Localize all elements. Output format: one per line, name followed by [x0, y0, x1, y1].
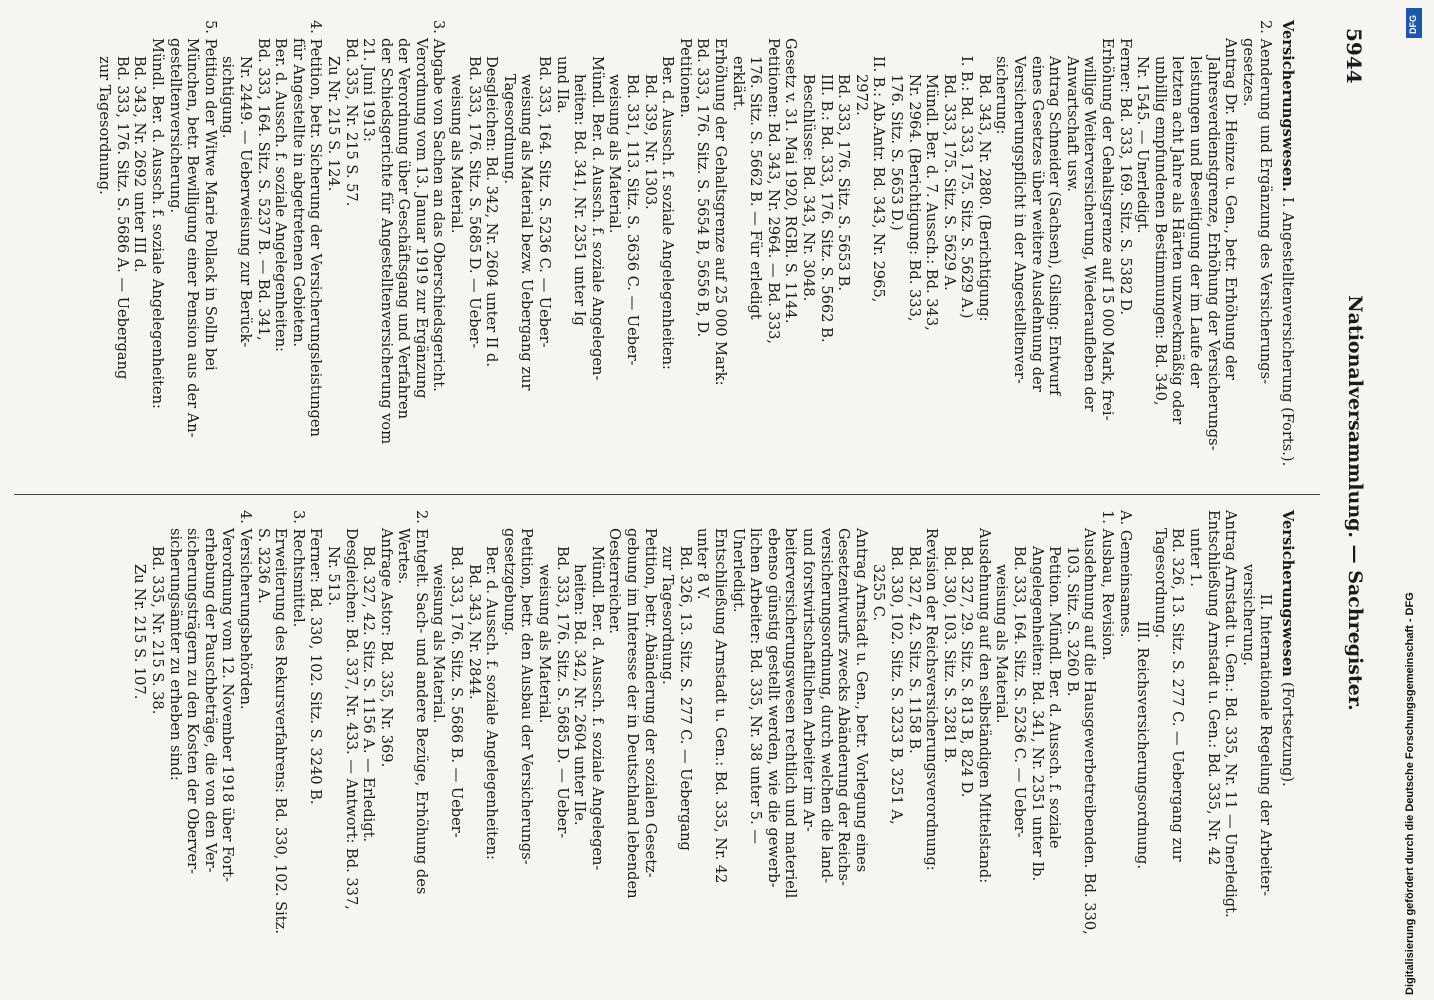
index-entry-line: sicherung: — [993, 56, 1011, 135]
index-entry-line: Anfrage Astor: Bd. 335, Nr. 369. — [377, 528, 395, 768]
index-entry-line: Petition. Mündl. Ber. d. Aussch. f. soziale — [1046, 546, 1064, 849]
index-entry-line: III. Reichsversicherungsordnung. — [1134, 620, 1152, 870]
index-entry-line: Bd. 333, 176. Sitz. S. 5653 B. — [835, 74, 853, 292]
index-entry-line: Antrag Arnstadt u. Gen., betr. Vorlegung eines — [852, 528, 870, 873]
page-header — [1326, 28, 1366, 978]
index-entry-line: willige Weiterversicherung, Wiederaufleben der — [1081, 56, 1099, 412]
index-entry-line: Bd. 333, 175. Sitz. S. 5629 A. — [940, 74, 958, 291]
index-entry-line: zur Tagesordnung. — [96, 56, 114, 195]
index-entry-line: Beschlüsse: Bd. 343, Nr. 3048. — [799, 74, 817, 302]
index-entry-line: versicherungsordnung, durch welchen die land- — [817, 528, 835, 884]
index-entry-line: Petition, betr. Abänderung der sozialen Gesetz- — [641, 528, 659, 878]
index-entry-line: heiten: Bd. 341, Nr. 2351 unter Ig — [571, 74, 589, 326]
index-entry-line: für Angestellte in abgetretenen Gebieten. — [289, 38, 307, 348]
index-entry-line: gesetzes. — [1239, 38, 1257, 107]
index-entry-line: Erhöhung der Gehaltsgrenze auf 25 000 Mark: — [712, 38, 729, 386]
index-entry-line: Unerledigt. — [729, 528, 747, 613]
index-entry-line: Gesetz v. 31. Mai 1920, RGBl. S. 1144. — [782, 38, 800, 324]
index-entry-line: weisung als Material. — [448, 74, 466, 234]
index-entry-line: Bd. 333, 176. Sitz. S. 5654 B, 5656 B, D. — [694, 38, 712, 338]
index-entry-line: Antrag Dr. Heinze u. Gen., betr. Erhöhung der — [1222, 38, 1240, 380]
index-entry-line: Ber. d. Aussch. f. soziale Angelegenheiten: — [659, 56, 677, 370]
index-entry-line: II. B.: Ab.Antr. Bd. 343, Nr. 2965, — [870, 56, 888, 303]
index-entry-line: Mündl. Ber. d. Aussch. f. soziale Angelegen- — [588, 546, 606, 871]
index-entry-line: II. Internationale Regelung der Arbeiter- — [1257, 593, 1275, 897]
index-entry-line: Oesterreicher. — [606, 528, 624, 635]
right-entry-list — [131, 510, 1275, 980]
page-number: 5944 — [1342, 28, 1366, 84]
index-entry-line: unter 1. — [1187, 528, 1205, 587]
index-entry-line: erhebung der Pauschbeträge, die von den Ver- — [201, 528, 219, 873]
index-entry-line: weisung als Material. — [993, 564, 1011, 724]
index-entry-line: weisung als Material. — [606, 74, 624, 234]
index-entry-line: der Verordnung über Geschäftsgang und Verfahren — [395, 38, 413, 420]
left-heading-sub: I. Angestelltenversicherung (Forts.). — [1279, 196, 1296, 467]
index-entry-line: Revision der Reichsversicherungsverordnung: — [923, 528, 941, 871]
index-entry-line: Bd. 333, 164. Sitz. S. 5236 C. — Ueber- — [1011, 546, 1029, 838]
index-entry-line: 2. Entgelt. Sach- und andere Bezüge, Erhöhung des — [412, 510, 430, 895]
dfg-badge-text: DFG — [1408, 15, 1418, 34]
index-entry-line: Bd. 330, 102. Sitz. S. 3233 B, 3251 A, — [887, 546, 905, 825]
index-entry-line: Entschließung Arnstadt u. Gen.: Bd. 335, Nr. 42 — [712, 528, 729, 884]
index-entry-line: 3. Rechtsmittel. — [289, 510, 307, 628]
digitisation-strip — [1394, 0, 1434, 1000]
index-entry-line: III. B.: Bd. 333, 176. Sitz. S. 5662 B. — [817, 74, 835, 343]
right-column-heading — [1278, 510, 1296, 980]
index-entry-line: weisung als Material. — [536, 564, 554, 724]
index-entry-line: Bd. 331, 113. Sitz. S. 3636 C. — Ueber- — [624, 74, 642, 366]
index-entry-line: Mündl. Ber. d. 7. Aussch.: Bd. 343, — [923, 74, 941, 331]
index-entry-line: Ausdehnung auf den selbständigen Mittelstand: — [975, 528, 993, 884]
index-entry-line: heiten: Bd. 342, Nr. 2604 unter IIe. — [571, 564, 589, 826]
index-entry-line: Mündl. Ber. d. Aussch. f. soziale Angelegen- — [588, 56, 606, 381]
index-entry-line: Bd. 327, 29. Sitz. S. 813 B, 824 D. — [958, 546, 976, 798]
index-entry-line: zur Tagesordnung. — [659, 546, 677, 685]
index-entry-line: 4. Petition, betr. Sicherung der Versicherungsleistungen — [307, 20, 325, 437]
index-entry-line: Ferner: Bd. 330, 102. Sitz. S. 3240 B. — [307, 528, 325, 805]
index-entry-line: 103. Sitz. S. 3260 B. — [1063, 546, 1081, 697]
index-entry-line: Petition, betr. den Ausbau der Versicherungs- — [518, 528, 536, 865]
index-entry-line: Bd. 333, 164. Sitz. S. 5236 C. — Ueber- — [536, 56, 554, 348]
index-entry-line: 4. Versicherungsbehörden. — [236, 510, 254, 710]
index-entry-line: 21. Juni 1913: — [360, 38, 378, 142]
index-entry-line: 3255 C. — [870, 564, 888, 622]
index-entry-line: Wertes. — [395, 528, 413, 585]
index-entry-line: I. B.: Bd. 333, 175. Sitz. S. 5629 A.) — [958, 56, 976, 319]
index-entry-line: Antrag Arnstadt u. Gen.: Bd. 335, Nr. 11 — Unerledigt. — [1222, 510, 1240, 918]
index-entry-line: Nr. 1545. — Unerledigt. — [1134, 56, 1152, 234]
index-entry-line: Antrag Schneider (Sachsen), Gilsing: Entwurf — [1046, 56, 1064, 396]
index-entry-line: Mündl. Ber. d. Aussch. f. soziale Angelegenheiten: — [149, 38, 166, 409]
index-entry-line: Desgleichen: Bd. 337, Nr. 433. — Antwort: Bd. 337, — [342, 528, 360, 910]
index-entry-line: Anwartschaft usw. — [1063, 56, 1081, 192]
index-entry-line: weisung als Material. — [430, 564, 448, 724]
index-entry-line: Petitionen: Bd. 343, Nr. 2964. — Bd. 333, — [764, 38, 782, 345]
left-entry-list — [96, 20, 1275, 490]
running-title: Nationalversammlung. — Sachregister. — [1344, 295, 1366, 711]
index-entry-line: leistungen und Beseitigung der im Laufe der — [1187, 56, 1205, 388]
index-entry-line: Angelegenheiten: Bd. 341, Nr. 2351 unter Ib. — [1028, 546, 1046, 882]
index-entry-line: 2972. — [852, 74, 870, 116]
index-entry-line: versicherung. — [1239, 564, 1257, 666]
index-entry-line: Bd. 327, 42. Sitz. S. 1158 B. — [905, 546, 923, 754]
index-entry-line: Bd. 333, 176. Sitz. S. 5685 D. — Ueber- — [553, 546, 571, 839]
index-entry-line: unter 8 V. — [694, 528, 712, 600]
index-entry-line: gestelltenversicherung. — [166, 38, 184, 214]
index-entry-line: 1. Ausbau, Revision. — [1099, 510, 1117, 661]
index-entry-line: Bd. 343, Nr. 2692 unter III d. — [131, 56, 149, 273]
index-entry-line: Bd. 326, 13. Sitz. S. 277 C. — Uebergang zur — [1169, 528, 1187, 862]
index-entry-line: und IIa. — [553, 56, 571, 114]
index-entry-line: erklärt. — [729, 56, 747, 112]
index-entry-line: sicherungsämter zu erheben sind: — [166, 528, 184, 781]
index-entry-line: ebenso günstig gestellt werden, wie die gewerb- — [764, 528, 782, 888]
index-entry-line: Versicherungspflicht in der Angestelltenver- — [1011, 56, 1029, 384]
index-entry-line: Bd. 327, 42. Sitz. S. 1156 A. — Erledigt. — [360, 546, 378, 843]
index-entry-line: Tagesordnung. — [500, 74, 518, 185]
index-entry-line: Verordnung vom 13. Januar 1919 zur Ergänzung — [412, 38, 430, 399]
index-entry-line: Bd. 333, 176. Sitz. S. 5686 A. — Uebergang — [113, 56, 131, 380]
index-entry-line: 5. Petition der Witwe Marie Pollack in Solln bei — [201, 20, 219, 371]
index-entry-line: beiterversicherungswesen rechtlich und materiell — [782, 528, 800, 899]
index-entry-line: Bd. 335, Nr. 215 S. 57. — [342, 38, 360, 207]
index-entry-line: letzten acht Jahre als Härten unzweckmäßig oder — [1169, 56, 1187, 425]
index-entry-line: eines Gesetzes über weitere Ausdehnung der — [1028, 56, 1046, 392]
index-entry-line: Nr. 2449. — Ueberweisung zur Berück- — [236, 56, 254, 348]
index-entry-line: unbillig empfundenen Bestimmungen: Bd. 340, — [1151, 56, 1169, 406]
index-entry-line: Ferner: Bd. 333, 169. Sitz. S. 5382 D. — [1116, 38, 1134, 315]
index-entry-line: Gesetzentwurfs zwecks Abänderung der Reichs- — [835, 528, 853, 886]
index-entry-line: S. 3236 A. — [254, 528, 272, 604]
index-entry-line: Jahresverdienstgrenze, Erhöhung der Versicherungs- — [1204, 56, 1222, 451]
index-entry-line: Tagesordnung. — [1151, 528, 1169, 639]
index-entry-line: sicherungsträgern zu den Kosten der Oberver- — [184, 528, 202, 874]
index-entry-line: Ausdehnung auf die Hausgewerbetreibenden. Bd. 330, — [1081, 528, 1099, 935]
index-entry-line: 2. Aenderung und Ergänzung des Versicherungs- — [1257, 20, 1275, 385]
index-entry-line: Bd. 333, 176. Sitz. S. 5686 B. — Ueber- — [448, 546, 466, 838]
right-column — [20, 510, 1296, 980]
index-entry-line: Bd. 343, Nr. 2880. (Berichtigung: — [975, 74, 993, 322]
index-entry-line: München, betr. Bewilligung einer Pension aus der An- — [184, 38, 202, 438]
index-entry-line: lichen Arbeiter: Bd. 335, Nr. 38 unter 5. — — [747, 528, 765, 844]
index-entry-line: Petitionen. — [676, 38, 694, 118]
index-entry-line: Erhöhung der Gehaltsgrenze auf 15 000 Mark, frei- — [1099, 38, 1117, 421]
index-entry-line: A. Gemeinsames. — [1116, 510, 1134, 638]
index-entry-line: 176. Sitz. S. 5662 B. — Für erledigt — [747, 56, 765, 320]
index-entry-line: Desgleichen: Bd. 342, Nr. 2604 unter II d. — [483, 56, 501, 368]
left-column-heading — [1278, 20, 1296, 490]
index-entry-line: Bd. 330, 103. Sitz. S. 3281 B. — [940, 546, 958, 764]
index-entry-line: 3. Abgabe von Sachen an das Oberschiedsgericht. — [430, 20, 448, 392]
index-entry-line: Nr. 2964. (Berichtigung: Bd. 333, — [905, 74, 923, 322]
index-entry-line: Ber. d. Aussch. f. soziale Angelegenheiten: — [272, 38, 290, 352]
digitisation-note: Digitalisierung gefördert durch die Deutsche Forschungsgemeinschaft - DFG — [1404, 592, 1416, 995]
index-entry-line: Erweiterung des Rekursverfahrens: Bd. 330, 102. Sitz. — [272, 528, 290, 935]
index-entry-line: und forstwirtschaftlichen Arbeiter im Ar- — [799, 528, 817, 832]
index-entry-line: gebung im Interesse der in Deutschland lebenden — [624, 528, 642, 899]
index-entry-line: Bd. 343, Nr. 2844. — [465, 564, 483, 700]
index-entry-line: Zu Nr. 215 S. 124. — [324, 56, 342, 192]
index-entry-line: Bd. 333, 176. Sitz. S. 5685 D. — Ueber- — [465, 56, 483, 349]
index-entry-line: Zu Nr. 215 S. 107. — [131, 564, 149, 700]
index-entry-line: Entschließung Arnstadt u. Gen.: Bd. 335, Nr. 42 — [1204, 510, 1222, 866]
index-entry-line: 176. Sitz. S. 5653 D.) — [887, 74, 905, 231]
index-entry-line: der Schiedsgerichte für Angestelltenversicherung vom — [377, 38, 395, 445]
index-entry-line: Bd. 326, 13. Sitz. S. 277 C. — Uebergang — [676, 546, 694, 851]
left-column — [20, 20, 1296, 490]
index-entry-line: Bd. 339, Nr. 1303. — [641, 74, 659, 210]
left-heading-title: Versicherungswesen. — [1279, 20, 1296, 192]
index-entry-line: Bd. 333, 164. Sitz. S. 5237 B. — Bd. 341, — [254, 38, 272, 341]
index-entry-line: Bd. 335, Nr. 215 S. 38. — [149, 546, 166, 715]
index-entry-line: Verordnung vom 12. November 1918 über Fort- — [219, 528, 237, 882]
index-entry-line: Ber. d. Aussch. f. soziale Angelegenheiten: — [483, 546, 501, 860]
index-entry-line: gesetzgebung. — [500, 528, 518, 636]
index-entry-line: weisung als Material bezw. Uebergang zur — [518, 74, 536, 391]
index-entry-line: sichtigung. — [219, 56, 237, 139]
index-entry-line: Nr. 513. — [324, 546, 342, 606]
right-heading-sub: (Fortsetzung). — [1279, 681, 1296, 787]
column-divider — [14, 494, 1320, 495]
right-heading-title: Versicherungswesen — [1279, 510, 1296, 677]
